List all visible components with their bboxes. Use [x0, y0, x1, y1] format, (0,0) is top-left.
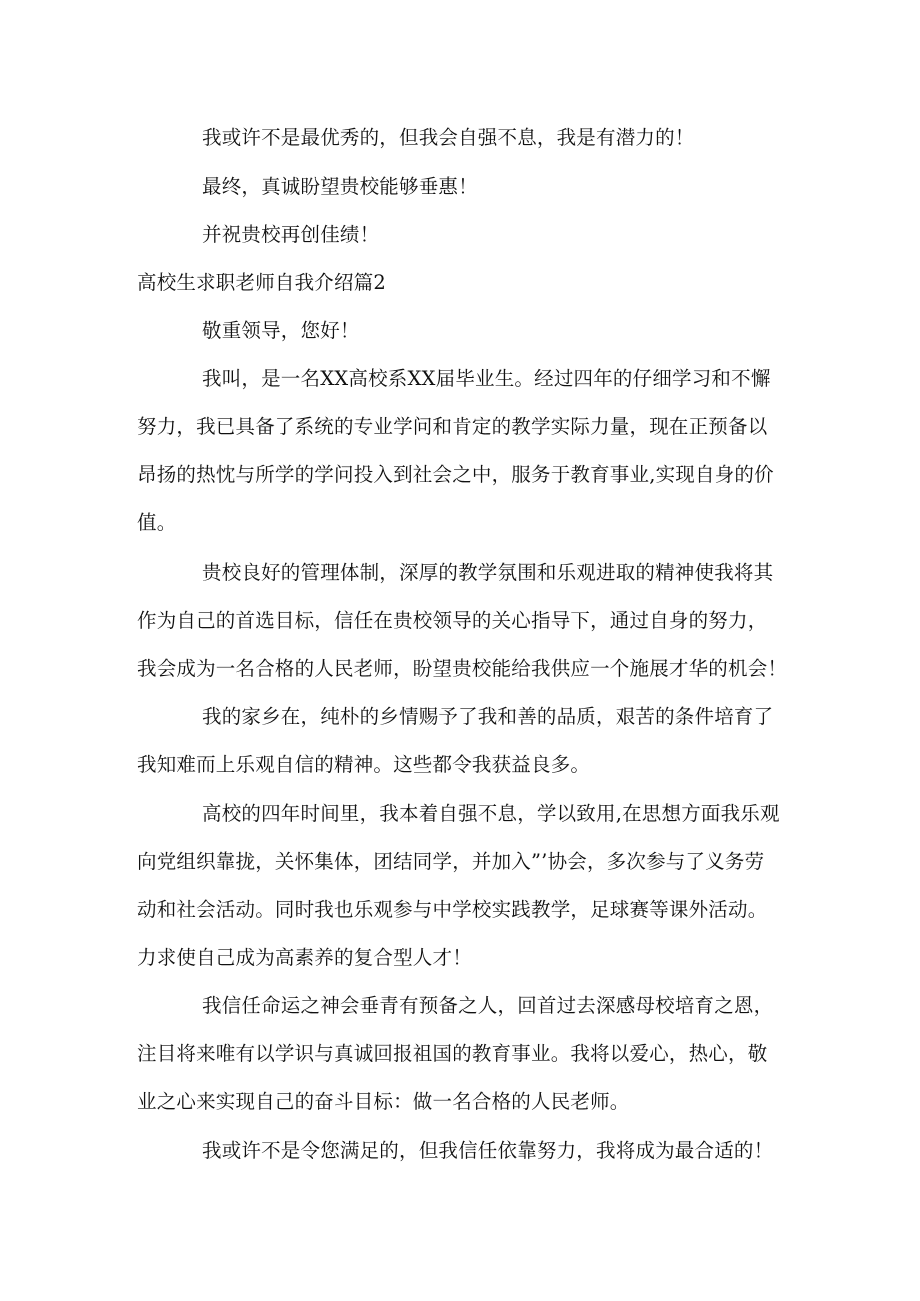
- paragraph-line: 我或许不是令您满足的，但我信任依靠努力，我将成为最合适的！: [202, 1139, 774, 1162]
- paragraph-line: 业之心来实现自己的奋斗目标：做一名合格的人民老师。: [137, 1090, 630, 1113]
- paragraph-line: 我的家乡在，纯朴的乡情赐予了我和善的品质，艰苦的条件培育了: [202, 705, 774, 728]
- section-heading: 高校生求职老师自我介绍篇2: [137, 271, 387, 294]
- paragraph-line: 我信任命运之神会垂青有预备之人，回首过去深感母校培育之恩，: [202, 994, 774, 1017]
- paragraph-line: 我叫，是一名XX高校系XX届毕业生。经过四年的仔细学习和不懈: [202, 367, 771, 390]
- paragraph-line: 动和社会活动。同时我也乐观参与中学校实践教学，足球赛等课外活动。: [137, 898, 768, 921]
- paragraph-line: 我会成为一名合格的人民老师，盼望贵校能给我供应一个施展才华的机会！: [137, 657, 788, 680]
- paragraph-line: 最终，真诚盼望贵校能够垂惠！: [202, 175, 478, 198]
- paragraph-line: 我知难而上乐观自信的精神。这些都令我获益良多。: [137, 753, 591, 776]
- paragraph-line: 努力，我已具备了系统的专业学问和肯定的教学实际力量，现在正预备以: [137, 415, 768, 438]
- paragraph-line: 值。: [137, 511, 177, 534]
- paragraph-line: 并祝贵校再创佳绩！: [202, 223, 380, 246]
- paragraph-line: 昂扬的热忱与所学的学问投入到社会之中，服务于教育事业,实现自身的价: [137, 463, 774, 486]
- salutation-line: 敬重领导，您好！: [202, 319, 360, 342]
- paragraph-line: 注目将来唯有以学识与真诚回报祖国的教育事业。我将以爱心，热心，敬: [137, 1042, 768, 1065]
- paragraph-line: 向党组织靠拢，关怀集体，团结同学，并加入”’协会，多次参与了义务劳: [137, 850, 765, 873]
- paragraph-line: 贵校良好的管理体制，深厚的教学氛围和乐观进取的精神使我将其: [202, 561, 774, 584]
- paragraph-line: 作为自己的首选目标，信任在贵校领导的关心指导下，通过自身的努力，: [137, 609, 768, 632]
- paragraph-line: 高校的四年时间里，我本着自强不息，学以致用,在思想方面我乐观: [202, 802, 780, 825]
- paragraph-line: 我或许不是最优秀的，但我会自强不息，我是有潜力的！: [202, 126, 695, 149]
- paragraph-line: 力求使自己成为高素养的复合型人才！: [137, 946, 472, 969]
